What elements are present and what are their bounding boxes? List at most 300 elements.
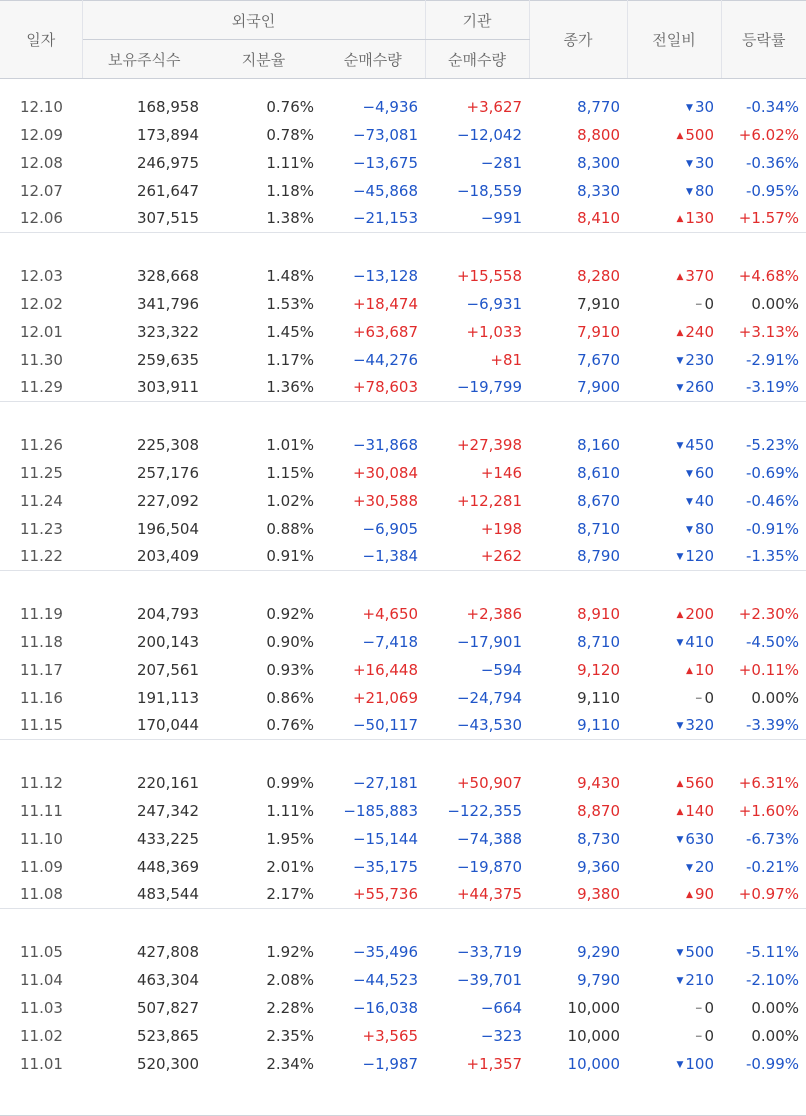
- ownership-ratio-cell: 0.90%: [266, 632, 314, 651]
- date-cell: 11.01: [20, 1054, 63, 1073]
- table-row: [0, 121, 806, 149]
- ownership-ratio-cell: 0.88%: [266, 519, 314, 538]
- change-cell: [627, 938, 721, 966]
- table-row: [0, 93, 806, 121]
- table-row: [0, 628, 806, 656]
- holding-shares-cell: 520,300: [136, 1054, 199, 1073]
- foreign-net-cell: −6,905: [362, 519, 419, 538]
- change-cell: [627, 543, 721, 571]
- ownership-ratio-cell: 1.53%: [266, 294, 314, 313]
- change-value: 370: [685, 266, 715, 285]
- date-cell: 11.09: [20, 857, 63, 876]
- holding-shares-cell: 257,176: [136, 463, 199, 482]
- change-value: 90: [694, 885, 715, 904]
- ownership-ratio-cell: 2.01%: [266, 857, 314, 876]
- close-price-cell: 8,330: [577, 181, 621, 200]
- table-row: [0, 1050, 806, 1078]
- table-row: [0, 205, 806, 233]
- change-cell: [627, 712, 721, 740]
- date-cell: 11.05: [20, 942, 63, 961]
- close-price-cell: 9,110: [577, 716, 621, 735]
- change-rate-cell: -0.46%: [745, 491, 800, 510]
- table-row: [0, 966, 806, 994]
- institution-net-cell: −122,355: [447, 801, 523, 820]
- down-arrow-icon: ▼: [686, 186, 693, 197]
- group-divider: [0, 909, 806, 938]
- holding-shares-cell: 200,143: [136, 632, 199, 651]
- change-rate-cell: +0.97%: [738, 885, 800, 904]
- ownership-ratio-cell: 2.28%: [266, 998, 314, 1017]
- holding-shares-cell: 303,911: [136, 378, 199, 397]
- down-arrow-icon: ▼: [676, 834, 684, 845]
- holding-shares-cell: 463,304: [136, 970, 199, 989]
- change-cell: [627, 628, 721, 656]
- date-cell: 11.10: [20, 829, 63, 848]
- institution-net-cell: −19,799: [456, 378, 523, 397]
- change-value: 140: [685, 801, 715, 820]
- change-rate-cell: -0.21%: [745, 857, 800, 876]
- down-arrow-icon: ▼: [676, 975, 684, 986]
- ownership-ratio-cell: 0.76%: [266, 97, 314, 116]
- institution-net-cell: −12,042: [456, 125, 523, 144]
- foreign-net-cell: −44,276: [352, 350, 419, 369]
- holding-shares-cell: 225,308: [136, 435, 199, 454]
- table-header: [0, 1, 806, 79]
- change-cell: [627, 318, 721, 346]
- holding-shares-cell: 483,544: [136, 885, 199, 904]
- holding-shares-cell: 261,647: [136, 181, 199, 200]
- table-row: [0, 346, 806, 374]
- change-cell: [627, 600, 721, 628]
- change-cell: [627, 966, 721, 994]
- change-cell: [627, 994, 721, 1022]
- close-price-cell: 8,870: [577, 801, 621, 820]
- change-value: 410: [685, 632, 715, 651]
- close-price-cell: 9,360: [577, 857, 621, 876]
- foreign-net-cell: +30,084: [352, 463, 419, 482]
- holding-shares-cell: 170,044: [136, 716, 199, 735]
- institution-net-cell: −19,870: [456, 857, 523, 876]
- header-foreign-net: 순매수량: [321, 40, 425, 79]
- foreign-net-cell: −45,868: [352, 181, 419, 200]
- date-cell: 11.11: [20, 801, 63, 820]
- table-row: [0, 769, 806, 797]
- institution-net-cell: +262: [480, 547, 523, 566]
- change-value: 200: [685, 604, 715, 623]
- change-cell: [627, 149, 721, 177]
- change-cell: [627, 487, 721, 515]
- foreign-net-cell: −16,038: [352, 998, 419, 1017]
- change-rate-cell: -2.91%: [745, 350, 800, 369]
- institution-net-cell: −39,701: [456, 970, 523, 989]
- institution-net-cell: −594: [480, 660, 523, 679]
- date-cell: 12.08: [20, 153, 63, 172]
- down-arrow-icon: ▼: [686, 862, 693, 873]
- up-arrow-icon: ▲: [676, 130, 684, 141]
- ownership-ratio-cell: 1.48%: [266, 266, 314, 285]
- ownership-ratio-cell: 1.17%: [266, 350, 314, 369]
- close-price-cell: 8,730: [577, 829, 621, 848]
- foreign-net-cell: +78,603: [352, 378, 419, 397]
- change-value: 10: [694, 660, 715, 679]
- down-arrow-icon: ▼: [676, 1059, 684, 1070]
- down-arrow-icon: ▼: [676, 440, 684, 451]
- date-cell: 12.09: [20, 125, 63, 144]
- change-cell: [627, 853, 721, 881]
- foreign-net-cell: −1,384: [362, 547, 419, 566]
- holding-shares-cell: 247,342: [136, 801, 199, 820]
- table-row: [0, 797, 806, 825]
- ownership-ratio-cell: 0.92%: [266, 604, 314, 623]
- down-arrow-icon: ▼: [676, 552, 684, 563]
- institution-net-cell: +81: [490, 350, 523, 369]
- ownership-ratio-cell: 2.34%: [266, 1054, 314, 1073]
- change-value: 30: [694, 97, 715, 116]
- holding-shares-cell: 448,369: [136, 857, 199, 876]
- holding-shares-cell: 259,635: [136, 350, 199, 369]
- change-value: 260: [685, 378, 715, 397]
- ownership-ratio-cell: 1.95%: [266, 829, 314, 848]
- holding-shares-cell: 507,827: [136, 998, 199, 1017]
- institution-net-cell: +1,357: [466, 1054, 523, 1073]
- foreign-net-cell: −185,883: [343, 801, 419, 820]
- table-row: [0, 290, 806, 318]
- group-divider: [0, 740, 806, 769]
- institution-net-cell: −281: [480, 153, 523, 172]
- change-rate-cell: +2.30%: [738, 604, 800, 623]
- foreign-net-cell: −27,181: [352, 773, 419, 792]
- foreign-net-cell: −44,523: [352, 970, 419, 989]
- date-cell: 12.10: [20, 97, 63, 116]
- change-value: 0: [704, 294, 715, 313]
- foreign-net-cell: +30,588: [352, 491, 419, 510]
- change-rate-cell: -6.73%: [745, 829, 800, 848]
- change-value: 210: [685, 970, 715, 989]
- date-cell: 12.06: [20, 209, 63, 228]
- ownership-ratio-cell: 0.76%: [266, 716, 314, 735]
- group-divider: [0, 402, 806, 431]
- close-price-cell: 8,670: [577, 491, 621, 510]
- change-rate-cell: -3.39%: [745, 716, 800, 735]
- table-row: [0, 881, 806, 909]
- change-rate-cell: +0.11%: [738, 660, 800, 679]
- close-price-cell: 10,000: [567, 1054, 621, 1073]
- ownership-ratio-cell: 1.45%: [266, 322, 314, 341]
- change-cell: [627, 177, 721, 205]
- close-price-cell: 8,710: [577, 632, 621, 651]
- close-price-cell: 8,790: [577, 547, 621, 566]
- close-price-cell: 7,910: [577, 322, 621, 341]
- ownership-ratio-cell: 1.92%: [266, 942, 314, 961]
- header-institution: 기관: [425, 1, 529, 40]
- institution-net-cell: −74,388: [456, 829, 523, 848]
- date-cell: 11.04: [20, 970, 63, 989]
- change-value: 80: [694, 519, 715, 538]
- holding-shares-cell: 203,409: [136, 547, 199, 566]
- foreign-net-cell: −31,868: [352, 435, 419, 454]
- institution-net-cell: +50,907: [456, 773, 523, 792]
- foreign-net-cell: −15,144: [352, 829, 419, 848]
- change-rate-cell: -3.19%: [745, 378, 800, 397]
- change-value: 560: [685, 773, 715, 792]
- row-spacer: [0, 79, 806, 93]
- change-rate-cell: 0.00%: [751, 294, 800, 313]
- change-rate-cell: +3.13%: [738, 322, 800, 341]
- dash-icon: −: [694, 1003, 703, 1014]
- foreign-net-cell: +63,687: [352, 322, 419, 341]
- date-cell: 12.01: [20, 322, 63, 341]
- change-value: 130: [685, 209, 715, 228]
- change-value: 0: [704, 1026, 715, 1045]
- change-cell: [627, 825, 721, 853]
- institution-net-cell: −991: [480, 209, 523, 228]
- foreign-net-cell: +16,448: [352, 660, 419, 679]
- change-cell: [627, 459, 721, 487]
- foreign-net-cell: −21,153: [352, 209, 419, 228]
- holding-shares-cell: 341,796: [136, 294, 199, 313]
- foreign-net-cell: +4,650: [362, 604, 419, 623]
- date-cell: 11.26: [20, 435, 63, 454]
- table-row: [0, 149, 806, 177]
- table-row: [0, 374, 806, 402]
- close-price-cell: 9,790: [577, 970, 621, 989]
- ownership-ratio-cell: 2.35%: [266, 1026, 314, 1045]
- table-row: [0, 656, 806, 684]
- ownership-ratio-cell: 0.86%: [266, 688, 314, 707]
- change-rate-cell: -0.99%: [745, 1054, 800, 1073]
- holding-shares-cell: 227,092: [136, 491, 199, 510]
- close-price-cell: 8,160: [577, 435, 621, 454]
- change-value: 60: [694, 463, 715, 482]
- date-cell: 11.24: [20, 491, 63, 510]
- header-change: 전일비: [627, 1, 721, 79]
- down-arrow-icon: ▼: [686, 102, 693, 113]
- holding-shares-cell: 323,322: [136, 322, 199, 341]
- foreign-net-cell: +18,474: [352, 294, 419, 313]
- holding-shares-cell: 196,504: [136, 519, 199, 538]
- table-row: [0, 1022, 806, 1050]
- table-row: [0, 712, 806, 740]
- table-row: [0, 825, 806, 853]
- down-arrow-icon: ▼: [686, 496, 693, 507]
- institution-net-cell: +146: [480, 463, 523, 482]
- down-arrow-icon: ▼: [686, 158, 693, 169]
- foreign-net-cell: −73,081: [352, 125, 419, 144]
- change-cell: [627, 656, 721, 684]
- ownership-ratio-cell: 1.38%: [266, 209, 314, 228]
- change-cell: [627, 93, 721, 121]
- change-value: 500: [685, 942, 715, 961]
- close-price-cell: 8,410: [577, 209, 621, 228]
- close-price-cell: 10,000: [567, 1026, 621, 1045]
- change-cell: [627, 769, 721, 797]
- date-cell: 11.30: [20, 350, 63, 369]
- change-value: 20: [694, 857, 715, 876]
- change-rate-cell: +6.31%: [738, 773, 800, 792]
- date-cell: 12.02: [20, 294, 63, 313]
- table-bottom-border: [0, 1088, 806, 1116]
- close-price-cell: 8,800: [577, 125, 621, 144]
- down-arrow-icon: ▼: [676, 383, 684, 394]
- change-value: 80: [694, 181, 715, 200]
- change-rate-cell: -0.69%: [745, 463, 800, 482]
- ownership-ratio-cell: 0.99%: [266, 773, 314, 792]
- foreign-net-cell: −7,418: [362, 632, 419, 651]
- change-rate-cell: -0.34%: [745, 97, 800, 116]
- date-cell: 11.22: [20, 547, 63, 566]
- change-cell: [627, 1050, 721, 1078]
- close-price-cell: 9,110: [577, 688, 621, 707]
- date-cell: 11.19: [20, 604, 63, 623]
- down-arrow-icon: ▼: [676, 947, 684, 958]
- change-rate-cell: +1.57%: [738, 209, 800, 228]
- date-cell: 11.17: [20, 660, 63, 679]
- table-row: [0, 684, 806, 712]
- holding-shares-cell: 427,808: [136, 942, 199, 961]
- institution-net-cell: −17,901: [456, 632, 523, 651]
- change-cell: [627, 205, 721, 233]
- change-value: 120: [685, 547, 715, 566]
- table-row: [0, 543, 806, 571]
- close-price-cell: 9,120: [577, 660, 621, 679]
- table-body: [0, 79, 806, 1116]
- table-row: [0, 600, 806, 628]
- ownership-ratio-cell: 1.02%: [266, 491, 314, 510]
- close-price-cell: 7,670: [577, 350, 621, 369]
- holding-shares-cell: 204,793: [136, 604, 199, 623]
- dash-icon: −: [694, 1031, 703, 1042]
- close-price-cell: 8,770: [577, 97, 621, 116]
- change-value: 240: [685, 322, 715, 341]
- up-arrow-icon: ▲: [676, 214, 684, 225]
- table-row: [0, 487, 806, 515]
- change-rate-cell: -1.35%: [745, 547, 800, 566]
- institution-net-cell: −6,931: [466, 294, 523, 313]
- date-cell: 11.12: [20, 773, 63, 792]
- change-rate-cell: -0.95%: [745, 181, 800, 200]
- change-cell: [627, 515, 721, 543]
- table-row: [0, 262, 806, 290]
- change-value: 30: [694, 153, 715, 172]
- up-arrow-icon: ▲: [686, 665, 693, 676]
- change-rate-cell: -0.36%: [745, 153, 800, 172]
- change-cell: [627, 797, 721, 825]
- group-divider: [0, 233, 806, 262]
- header-rate: 등락률: [721, 1, 806, 79]
- header-close: 종가: [529, 1, 627, 79]
- change-rate-cell: 0.00%: [751, 998, 800, 1017]
- ownership-ratio-cell: 2.08%: [266, 970, 314, 989]
- change-rate-cell: -5.23%: [745, 435, 800, 454]
- change-value: 40: [694, 491, 715, 510]
- holding-shares-cell: 433,225: [136, 829, 199, 848]
- change-cell: [627, 290, 721, 318]
- down-arrow-icon: ▼: [686, 524, 693, 535]
- down-arrow-icon: ▼: [676, 355, 684, 366]
- header-holding: 보유주식수: [82, 40, 206, 79]
- down-arrow-icon: ▼: [686, 468, 693, 479]
- holding-shares-cell: 173,894: [136, 125, 199, 144]
- change-value: 230: [685, 350, 715, 369]
- dash-icon: −: [694, 693, 703, 704]
- institution-net-cell: +12,281: [456, 491, 523, 510]
- table-row: [0, 318, 806, 346]
- up-arrow-icon: ▲: [686, 890, 693, 901]
- change-value: 630: [685, 829, 715, 848]
- close-price-cell: 8,300: [577, 153, 621, 172]
- holding-shares-cell: 307,515: [136, 209, 199, 228]
- change-value: 0: [704, 998, 715, 1017]
- header-foreign: 외국인: [82, 1, 425, 40]
- foreign-net-cell: −35,496: [352, 942, 419, 961]
- foreign-net-cell: +3,565: [362, 1026, 419, 1045]
- ownership-ratio-cell: 0.93%: [266, 660, 314, 679]
- change-rate-cell: -0.91%: [745, 519, 800, 538]
- change-cell: [627, 431, 721, 459]
- ownership-ratio-cell: 0.78%: [266, 125, 314, 144]
- institution-net-cell: −18,559: [456, 181, 523, 200]
- institution-net-cell: +15,558: [456, 266, 523, 285]
- close-price-cell: 10,000: [567, 998, 621, 1017]
- up-arrow-icon: ▲: [676, 806, 684, 817]
- date-cell: 11.02: [20, 1026, 63, 1045]
- foreign-net-cell: +55,736: [352, 885, 419, 904]
- down-arrow-icon: ▼: [676, 721, 684, 732]
- holding-shares-cell: 328,668: [136, 266, 199, 285]
- header-institution-net: 순매수량: [425, 40, 529, 79]
- holding-shares-cell: 220,161: [136, 773, 199, 792]
- ownership-ratio-cell: 1.11%: [266, 153, 314, 172]
- close-price-cell: 7,910: [577, 294, 621, 313]
- close-price-cell: 9,380: [577, 885, 621, 904]
- institution-net-cell: −664: [480, 998, 523, 1017]
- foreign-net-cell: −50,117: [352, 716, 419, 735]
- date-cell: 11.08: [20, 885, 63, 904]
- up-arrow-icon: ▲: [676, 327, 684, 338]
- institution-net-cell: +3,627: [466, 97, 523, 116]
- institution-net-cell: +27,398: [456, 435, 523, 454]
- change-rate-cell: +4.68%: [738, 266, 800, 285]
- up-arrow-icon: ▲: [676, 778, 684, 789]
- table-row: [0, 515, 806, 543]
- down-arrow-icon: ▼: [676, 637, 684, 648]
- close-price-cell: 8,710: [577, 519, 621, 538]
- institution-net-cell: −323: [480, 1026, 523, 1045]
- change-cell: [627, 684, 721, 712]
- institution-net-cell: +1,033: [466, 322, 523, 341]
- table-row: [0, 938, 806, 966]
- foreign-net-cell: −4,936: [362, 97, 419, 116]
- row-spacer: [0, 1078, 806, 1088]
- table-row: [0, 459, 806, 487]
- ownership-ratio-cell: 1.11%: [266, 801, 314, 820]
- close-price-cell: 9,430: [577, 773, 621, 792]
- change-value: 450: [685, 435, 715, 454]
- ownership-ratio-cell: 0.91%: [266, 547, 314, 566]
- institution-net-cell: +44,375: [456, 885, 523, 904]
- change-value: 0: [704, 688, 715, 707]
- group-divider: [0, 571, 806, 600]
- header-ratio: 지분율: [206, 40, 321, 79]
- date-cell: 11.23: [20, 519, 63, 538]
- date-cell: 11.29: [20, 378, 63, 397]
- institution-net-cell: −43,530: [456, 716, 523, 735]
- close-price-cell: 8,910: [577, 604, 621, 623]
- table-row: [0, 853, 806, 881]
- foreign-net-cell: −1,987: [362, 1054, 419, 1073]
- ownership-ratio-cell: 1.18%: [266, 181, 314, 200]
- holding-shares-cell: 191,113: [136, 688, 199, 707]
